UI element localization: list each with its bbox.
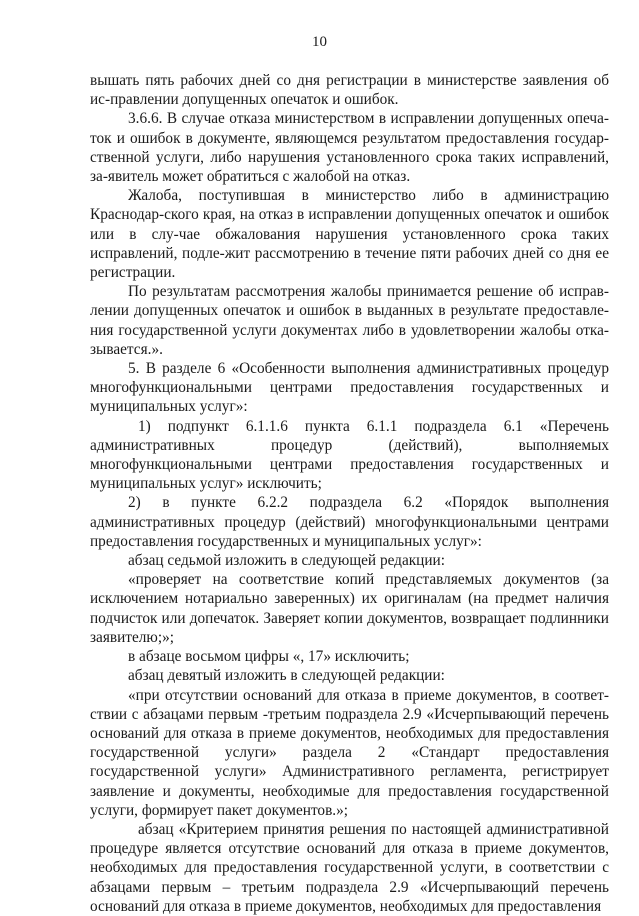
paragraph-complaint-result: По результатам рассмотрения жалобы принимается решение об исправ-лении допущенных опечаток и ошибок в выданных в результате предоставле-ния государственной услуги документах либо в удовлетворении жалобы отка-зывается.». bbox=[90, 283, 609, 358]
paragraph-item-2: 2) в пункте 6.2.2 подраздела 6.2 «Порядок выполнения административных процедур (действий) многофункциональными центрами предоставления государственных и муниципальных услуг»: bbox=[90, 494, 609, 550]
paragraph-seventh: абзац седьмой изложить в следующей редакции: bbox=[128, 552, 445, 570]
paragraph-item-1: 1) подпункт 6.1.1.6 пункта 6.1.1 подраздела 6.1 «Перечень административных процедур (действий), выполняемых многофункциональными центрами предоставления государственных и муниципальных услуг» исключить; bbox=[90, 417, 609, 493]
document-body bbox=[90, 71, 609, 916]
paragraph-3-6-6: 3.6.6. В случае отказа министерством в исправлении допущенных опеча-ток и ошибок в документе, являющемся результатом предоставления государ-ственной услуги, либо нарушения установленного срока таких исправлений, за-явитель может обратиться с жалобой на отказ. bbox=[90, 110, 609, 186]
paragraph-criterion: абзац «Критерием принятия решения по настоящей административной процедуре является отсутствие оснований для отказа в приеме документов, необходимых для предоставления государственной услуги, в соответствии с абзацами первым – третьим подраздела 2.9 «Исчерпывающий перечень оснований для отказа в приеме документов, необходимых для предоставления bbox=[90, 820, 609, 915]
paragraph-ninth: абзац девятый изложить в следующей редакции: bbox=[128, 667, 445, 685]
paragraph-section-6: 5. В разделе 6 «Особенности выполнения административных процедур многофункциональными центрами предоставления государственных и муниципальных услуг»: bbox=[90, 360, 609, 416]
paragraph-complaint: Жалоба, поступившая в министерство либо в администрацию Краснодар-ского края, на отказ в исправлении допущенных опечаток и ошибок или в слу-чае обжалования нарушения установленного срока таких исправлений, подле-жит рассмотрению в течение пяти рабочих дней со дня ее регистрации. bbox=[90, 187, 609, 282]
paragraph-ninth-text: «при отсутствии оснований для отказа в приеме документов, в соответ-ствии с абзацами первым -третьим подраздела 2.9 «Исчерпывающий перечень оснований для отказа в приеме документов, необходимых для предоставления государственной услуги» раздела 2 «Стандарт предоставления государственной услуги» Административного регламента, регистрирует заявление и документы, необходимые для предоставления государственной услуги, формирует пакет документов.»; bbox=[90, 686, 609, 819]
paragraph-seventh-text: «проверяет на соответствие копий представляемых документов (за исключением нотариально заверенных) их оригиналам (на предмет наличия подчисток или допечаток. Заверяет копии документов, возвращает подлинники заявителю;»; bbox=[90, 571, 609, 646]
paragraph-continuation: вышать пять рабочих дней со дня регистрации в министерстве заявления об ис-правлении допущенных опечаток и ошибок. bbox=[90, 72, 609, 109]
paragraph-eighth: в абзаце восьмом цифры «, 17» исключить; bbox=[128, 648, 410, 666]
page-number: 10 bbox=[312, 34, 327, 50]
